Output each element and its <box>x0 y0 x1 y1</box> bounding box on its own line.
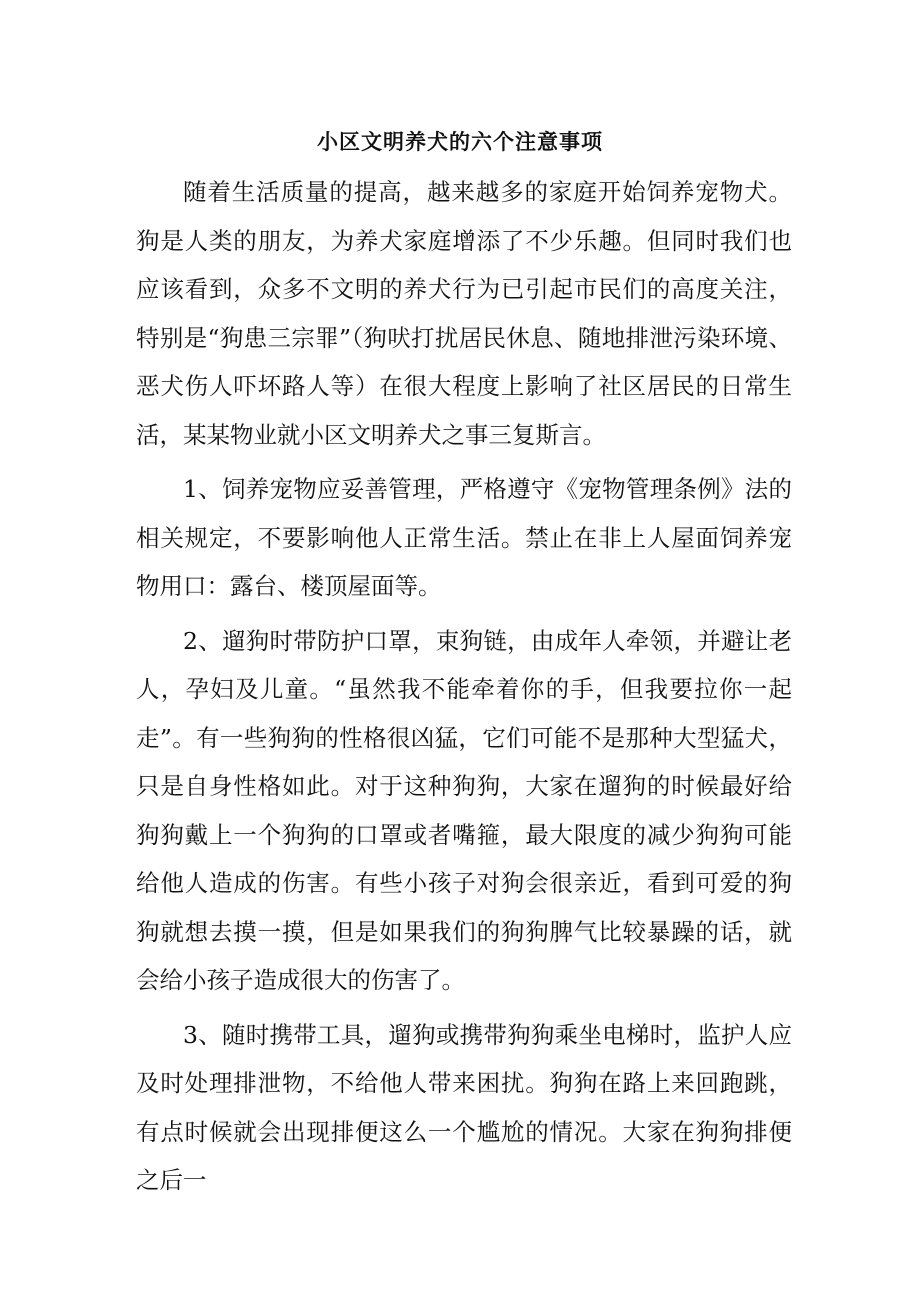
document-title: 小区文明养犬的六个注意事项 <box>317 129 603 154</box>
intro-paragraph: 随着生活质量的提高，越来越多的家庭开始饲养宠物犬。狗是人类的朋友，为养犬家庭增添了不少乐趣。但同时我们也应该看到，众多不文明的养犬行为已引起市民们的高度关注，特别是“狗患三宗罪”（狗吠打扰居民休息、随地排泄污染环境、恶犬伤人吓坏路人等）在很大程度上影响了社区居民的日常生活，某某物业就小区文明养犬之事三复斯言。 <box>136 178 792 449</box>
rule-3-paragraph: 3、随时携带工具，遛狗或携带狗狗乘坐电梯时，监护人应及时处理排泄物，不给他人带来困扰。狗狗在路上来回跑跳，有点时候就会出现排便这么一个尴尬的情况。大家在狗狗排便之后一 <box>136 1020 792 1194</box>
rule-2-paragraph: 2、遛狗时带防护口罩，束狗链，由成年人牵领，并避让老人，孕妇及儿童。“虽然我不能牵着你的手，但我要拉你一起走”。有一些狗狗的性格很凶猛，它们可能不是那种大型猛犬，只是自身性格如此。对于这种狗狗，大家在遛狗的时候最好给狗狗戴上一个狗狗的口罩或者嘴箍，最大限度的减少狗狗可能给他人造成的伤害。有些小孩子对狗会很亲近，看到可爱的狗狗就想去摸一摸，但是如果我们的狗狗脾气比较暴躁的话，就会给小孩子造成很大的伤害了。 <box>136 626 792 994</box>
rule-1-paragraph: 1、饲养宠物应妥善管理，严格遵守《宠物管理条例》法的相关规定，不要影响他人正常生活。禁止在非上人屋面饲养宠物用口：露台、楼顶屋面等。 <box>136 475 792 600</box>
document-body <box>136 168 792 1205</box>
